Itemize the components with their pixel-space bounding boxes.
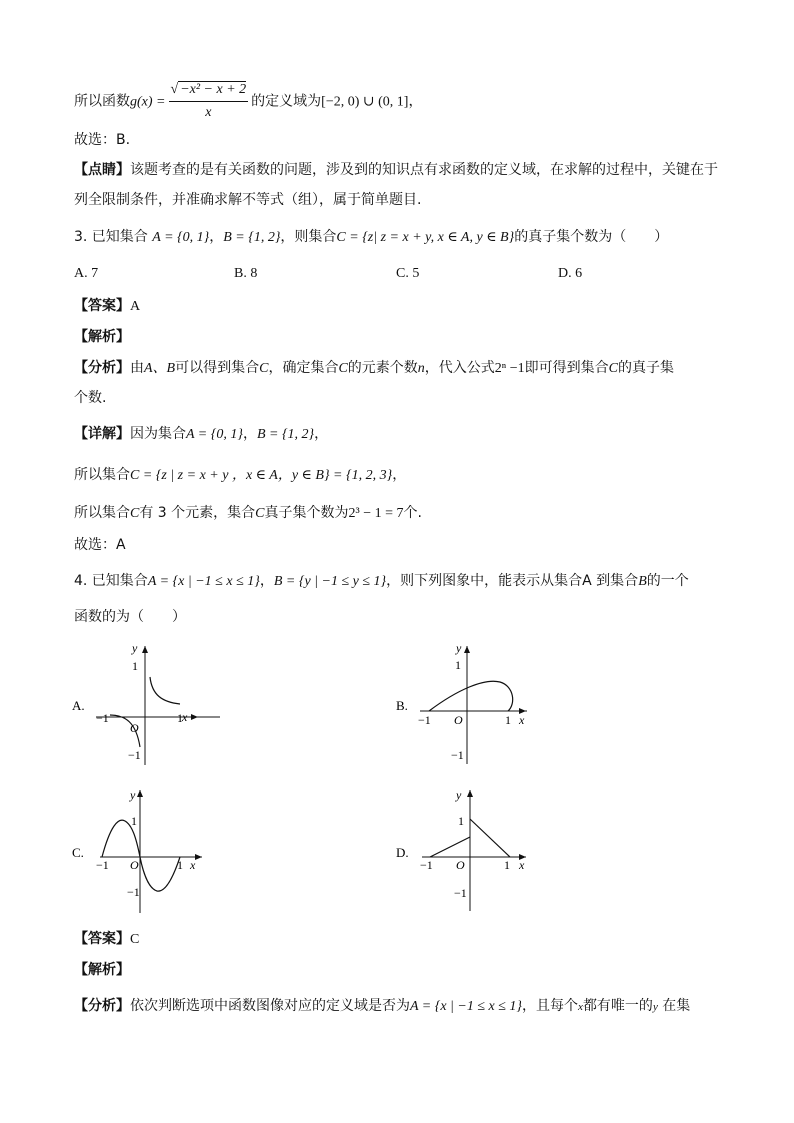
arrow-icon [142,646,148,653]
tick-neg1: −1 [454,886,467,900]
math: C [608,361,618,376]
tick-neg1-x: −1 [420,858,433,872]
choice-line-q3: 故选：A [74,537,126,553]
analysis-line-1 [74,358,674,379]
option-a: A. 7 [74,266,99,281]
text: 可以得到集合 [175,360,260,376]
graph-d-label: D. [396,845,409,860]
analysis-line-q4 [74,996,690,1017]
text: 即可得到集合 [524,360,609,376]
answer-value: A [130,299,141,314]
text: 由 [130,360,144,376]
tick-neg1: −1 [128,748,141,762]
text: ，则集合 [280,229,337,245]
tick-neg1-x: −1 [96,711,109,725]
text: ，代入公式 [424,360,495,376]
choice-line: 故选：B. [74,132,131,148]
graph-a-label: A. [72,698,85,713]
detail-line-3 [74,503,422,524]
text: 的定义域为 [251,93,322,110]
detail-tag: 【详解】 [74,426,130,442]
graph-d-svg [392,787,542,917]
text: 在集 [657,998,691,1014]
x-label: x [519,713,525,727]
set-c: C = {z| z = x + y, x ∈ A, y ∈ B} [336,230,515,245]
answer-tag: 【答案】 [74,931,130,947]
math: C [255,506,265,521]
set-c: C = {z | z = x + y ，x ∈ A，y ∈ B} = {1, 2, 3} [130,468,393,483]
text: 依次判断选项中函数图像对应的定义域是否为 [130,998,410,1014]
question-3 [74,227,668,248]
arrow-icon [195,854,202,860]
option-c: C. 5 [396,266,420,281]
analysis-tag-q4: 【解析】 [74,962,130,978]
note-line-2: 列全限制条件，并准确求解不等式（组），属于简单题目. [74,192,422,208]
tick-neg1: −1 [127,885,140,899]
analysis-sub-tag: 【分析】 [74,360,130,376]
punct: ， [242,426,257,442]
graph-b-svg [392,640,542,770]
detail-line-2 [74,465,406,486]
question-4-line-2: 函数的为（ ） [74,609,186,625]
denominator: x [205,105,212,120]
text: 有 3 个元素，集合 [139,505,256,521]
tick-1-x: 1 [177,711,183,725]
text: 都有唯一的 [582,998,653,1014]
graph-d [392,787,542,921]
text: ，则下列图象中，能表示从集合A 到集合 [386,573,639,589]
set-b: B = {y | −1 ≤ y ≤ 1} [273,574,387,589]
option-b: B. 8 [234,266,258,281]
formula: 2³ − 1 = 7 [348,506,404,521]
graph-b [392,640,542,774]
text: ，且每个 [522,998,579,1014]
function-name: g(x) = [130,94,166,110]
text: 所以函数 [74,93,130,110]
question-number: 4. 已知集合 [74,573,148,589]
y-label: y [130,788,136,802]
set-b: B = {1, 2} [223,230,281,245]
answer-line [74,296,140,317]
tick-neg1: −1 [451,748,464,762]
set-a: A = {0, 1} [186,427,243,442]
detail-line-1 [74,424,328,445]
graph-c-label: C. [72,845,84,860]
origin-label: O [130,858,139,872]
y-label: y [456,641,462,655]
graph-c [70,787,220,921]
arrow-icon [191,714,198,720]
origin-label: O [456,858,465,872]
text: 所以集合 [74,505,130,521]
math: y [652,1001,658,1013]
text: ，确定集合 [268,360,339,376]
text: 真子集个数为 [264,505,349,521]
curve-negative [110,715,140,747]
punct: ， [209,229,224,245]
set-a: A = {x | −1 ≤ x ≤ 1} [147,574,260,589]
tick-1: 1 [458,814,464,828]
graph-a [70,640,220,774]
arrow-icon [467,790,473,797]
text: 因为集合 [130,426,186,442]
tick-1-x: 1 [504,858,510,872]
answer-value: C [130,932,140,947]
option-d: D. 6 [558,266,583,281]
formula: 2ⁿ −1 [494,361,525,376]
math: n [417,361,425,376]
question-4 [74,571,689,592]
tick-1: 1 [132,659,138,673]
y-label: y [132,641,138,655]
arrow-icon [137,790,143,797]
tick-1: 1 [131,814,137,828]
punct: ， [408,93,423,110]
set-a: A = {0, 1} [152,230,210,245]
answer-line-q4 [74,929,139,950]
y-label: y [456,788,462,802]
analysis-line-2: 个数. [74,390,107,406]
curve-sine [102,820,180,891]
tick-neg1-x: −1 [418,713,431,727]
punct: ， [259,573,274,589]
x-label: x [182,710,188,724]
text: 的一个 [646,573,689,589]
analysis-sub-tag: 【分析】 [74,998,130,1014]
set-a: A = {x | −1 ≤ x ≤ 1} [410,999,523,1014]
text: 的真子集 [617,360,674,376]
origin-label: O [130,721,139,735]
punct: ， [392,467,407,483]
graph-c-svg [70,787,220,917]
text: 的真子集个数为（ ） [514,229,669,245]
text: 所以集合 [74,467,130,483]
segment-left [430,837,470,857]
tick-1-x: 1 [505,713,511,727]
note-tag: 【点睛】 [74,162,130,178]
note-line-1 [74,160,718,180]
arrow-icon [464,646,470,653]
x-label: x [190,858,196,872]
graph-b-label: B. [396,698,408,713]
domain-result-line [74,80,422,123]
note-text: 该题考查的是有关函数的问题，涉及到的知识点有求函数的定义域，在求解的过程中，关键在于 [130,162,718,178]
set-b: B = {1, 2} [256,427,315,442]
text: 的元素个数 [347,360,418,376]
question-number: 3. 已知集合 [74,229,148,245]
radicand: −x² − x + 2 [180,82,247,97]
graph-a-svg [70,640,220,770]
fraction [169,80,249,123]
tick-1-x: 1 [177,858,183,872]
origin-label: O [454,713,463,727]
analysis-tag: 【解析】 [74,329,130,345]
x-label: x [519,858,525,872]
segment-right [470,819,510,857]
math: C [259,361,269,376]
curve-loop [429,681,513,711]
sqrt-icon: √ [170,82,179,97]
math: C [130,506,140,521]
math: B [638,574,647,589]
curve-positive [150,677,180,704]
tick-neg1-x: −1 [96,858,109,872]
math: A、B [144,361,176,376]
math: x [578,1001,583,1013]
answer-tag: 【答案】 [74,298,130,314]
tick-1: 1 [455,658,461,672]
text: 个. [403,505,422,521]
punct: ， [314,426,329,442]
domain: [−2, 0) ∪ (0, 1] [321,94,409,110]
math: C [338,361,348,376]
